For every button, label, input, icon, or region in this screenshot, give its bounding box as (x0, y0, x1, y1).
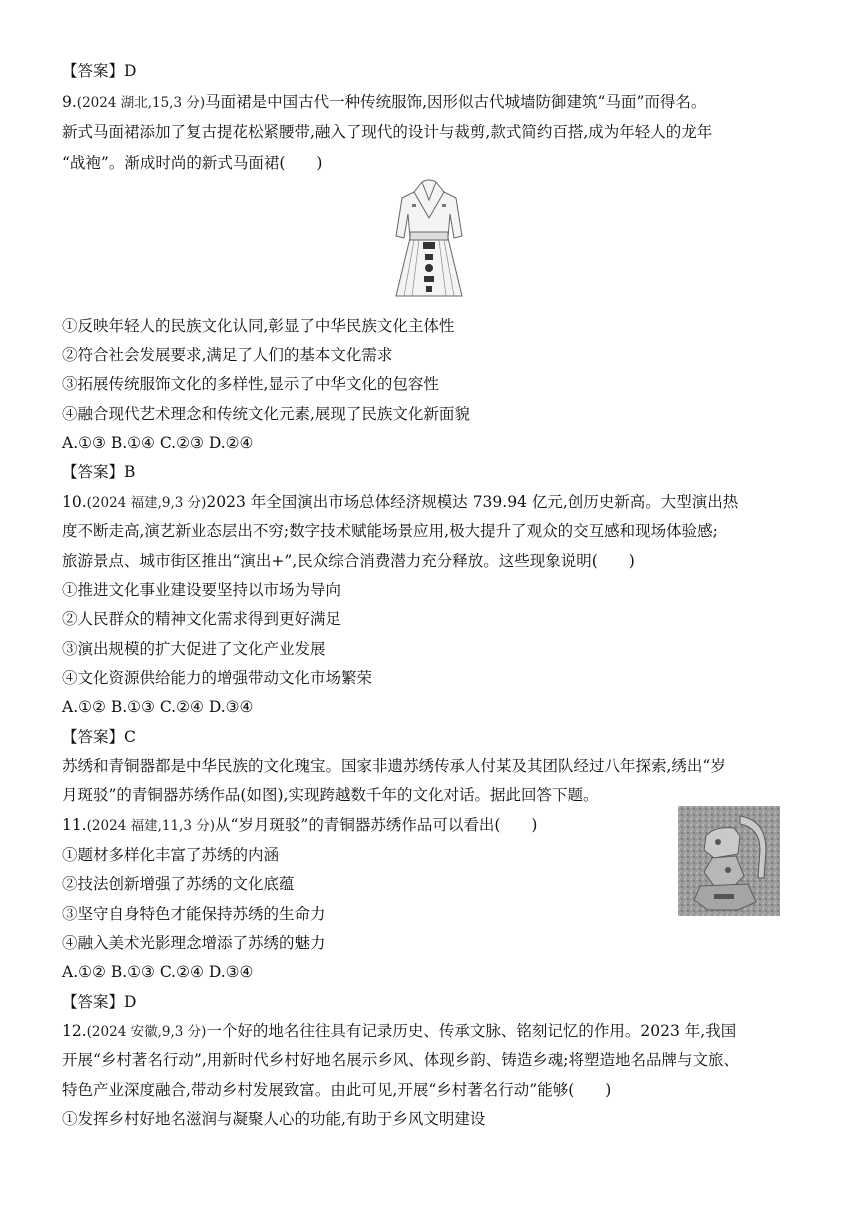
question-12-stem-1: 一个好的地名往往具有记录历史、传承文脉、铭刻记忆的作用。2023 年,我国 (206, 1022, 737, 1040)
question-12-number: 12. (62, 1022, 87, 1040)
question-12-stem-2: 开展“乡村著名行动”,用新时代乡村好地名展示乡风、体现乡韵、铸造乡魂;将塑造地名品牌与文旅、 (62, 1051, 740, 1069)
question-10-option-4: ④文化资源供给能力的增强带动文化市场繁荣 (62, 669, 373, 687)
question-9-line-1 (62, 92, 706, 113)
question-9-choices: A.①③ B.①④ C.②③ D.②④ (62, 434, 254, 452)
question-11-option-1: ①题材多样化丰富了苏绣的内涵 (62, 846, 280, 864)
question-12-line-1 (62, 1021, 736, 1042)
question-12-stem-3: 特色产业深度融合,带动乡村发展致富。由此可见,开展“乡村著名行动”能够( ) (62, 1081, 612, 1099)
question-11-option-3: ③坚守自身特色才能保持苏绣的生命力 (62, 905, 326, 923)
question-9-option-2: ②符合社会发展要求,满足了人们的基本文化需求 (62, 346, 393, 364)
question-11-line-1 (62, 815, 537, 836)
question-11-option-4: ④融入美术光影理念增添了苏绣的魅力 (62, 934, 326, 952)
bronze-embroidery-figure (678, 806, 780, 916)
mamian-skirt-figure (392, 178, 466, 302)
question-11-number: 11. (62, 816, 87, 834)
question-9-answer: 【答案】B (62, 463, 136, 481)
question-9-option-4: ④融合现代艺术理念和传统文化元素,展现了民族文化新面貌 (62, 405, 470, 423)
question-10-choices: A.①② B.①③ C.②④ D.③④ (62, 698, 254, 716)
question-10-option-1: ①推进文化事业建设要坚持以市场为导向 (62, 581, 342, 599)
question-9-option-1: ①反映年轻人的民族文化认同,彰显了中华民族文化主体性 (62, 317, 455, 335)
question-11-choices: A.①② B.①③ C.②④ D.③④ (62, 963, 254, 981)
question-10-line-1 (62, 492, 738, 513)
question-10-option-3: ③演出规模的扩大促进了文化产业发展 (62, 640, 326, 658)
question-9-stem-1: 马面裙是中国古代一种传统服饰,因形似古代城墙防御建筑“马面”而得名。 (205, 93, 707, 111)
question-10-stem-3: 旅游景点、城市街区推出“演出+”,民众综合消费潜力充分释放。这些现象说明( ) (62, 552, 635, 570)
question-11-answer: 【答案】D (62, 993, 137, 1011)
question-11-option-2: ②技法创新增强了苏绣的文化底蕴 (62, 875, 295, 893)
question-9-source: (2024 湖北,15,3 分) (76, 95, 206, 111)
question-10-answer: 【答案】C (62, 728, 136, 746)
question-10-source: (2024 福建,9,3 分) (86, 495, 207, 511)
question-10-stem-2: 度不断走高,演艺新业态层出不穷;数字技术赋能场景应用,极大提升了观众的交互感和现场体验感; (62, 522, 718, 540)
question-10-number: 10. (62, 493, 87, 511)
question-9-stem-3: “战袍”。渐成时尚的新式马面裙( ) (62, 154, 323, 172)
question-9-stem-2: 新式马面裙添加了复古提花松紧腰带,融入了现代的设计与裁剪,款式简约百搭,成为年轻人的龙年 (62, 123, 713, 141)
question-10-option-2: ②人民群众的精神文化需求得到更好满足 (62, 610, 342, 628)
material-intro-2: 月斑驳”的青铜器苏绣作品(如图),实现跨越数千年的文化对话。据此回答下题。 (62, 786, 599, 804)
answer-8: 【答案】D (62, 62, 137, 80)
question-9-number: 9. (62, 93, 77, 111)
question-10-stem-1: 2023 年全国演出市场总体经济规模达 739.94 亿元,创历史新高。大型演出热 (206, 493, 739, 511)
question-12-source: (2024 安徽,9,3 分) (86, 1024, 207, 1040)
material-intro-1: 苏绣和青铜器都是中华民族的文化瑰宝。国家非遗苏绣传承人付某及其团队经过八年探索,绣出“岁 (62, 757, 726, 775)
question-11-stem-1: 从“岁月斑驳”的青铜器苏绣作品可以看出( ) (214, 816, 538, 834)
question-12-option-1: ①发挥乡村好地名滋润与凝聚人心的功能,有助于乡风文明建设 (62, 1110, 486, 1128)
question-9-option-3: ③拓展传统服饰文化的多样性,显示了中华文化的包容性 (62, 375, 439, 393)
question-11-source: (2024 福建,11,3 分) (86, 818, 215, 834)
